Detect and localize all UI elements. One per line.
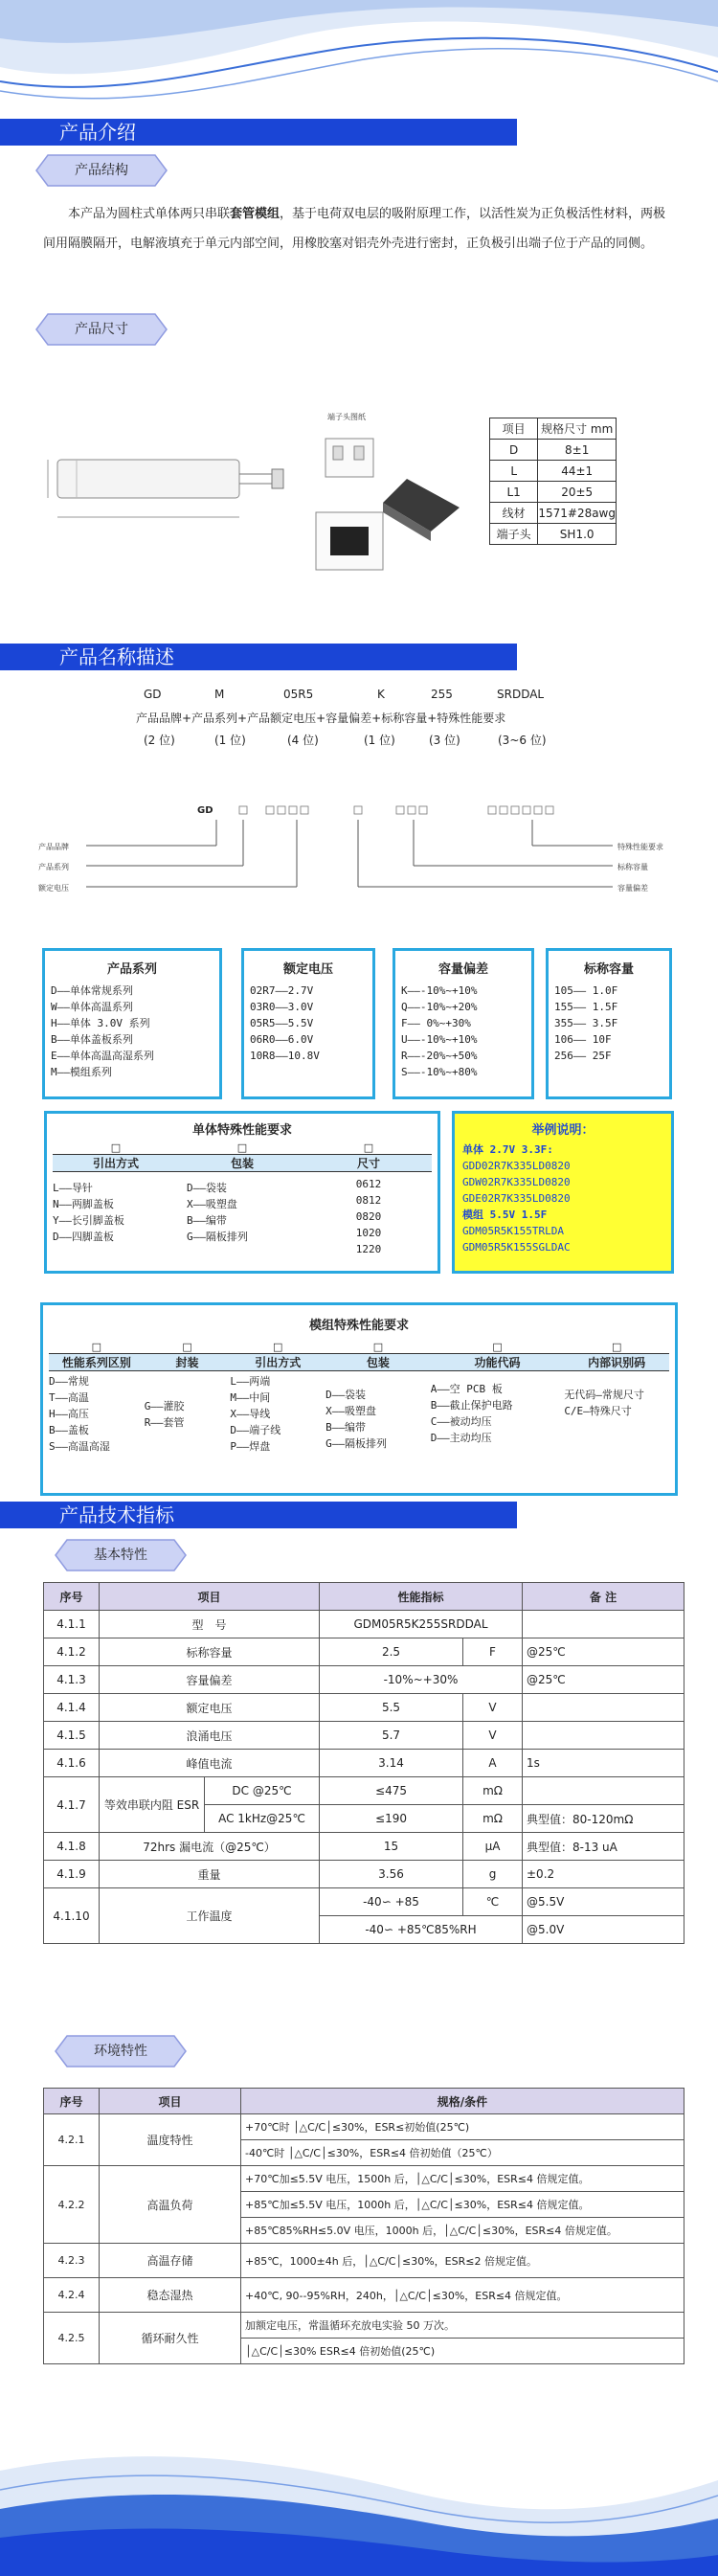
example-line: GDW02R7K335LD0820 xyxy=(462,1176,571,1188)
module-marks-row xyxy=(49,1341,669,1354)
spec-table xyxy=(489,418,617,545)
module-col-package xyxy=(145,1373,231,1455)
module-mark: □ xyxy=(273,1341,283,1353)
table-row xyxy=(44,1888,684,1916)
table-row xyxy=(44,2114,684,2140)
module-mark: □ xyxy=(372,1341,384,1353)
tech-cell-item: 重量 xyxy=(100,1861,320,1888)
box-example xyxy=(452,1111,674,1274)
box-series-line: M——模组系列 xyxy=(51,1066,112,1078)
module-body xyxy=(49,1371,669,1455)
module-mark: □ xyxy=(611,1341,622,1353)
tech-cell-note: @25℃ xyxy=(523,1666,684,1694)
module-col-line: D——袋装 xyxy=(325,1389,366,1401)
module-header: 功能代码 xyxy=(474,1356,521,1369)
module-col-line: S——高温高湿 xyxy=(49,1440,110,1453)
env-cell-condition: +85℃，1000±4h 后，│△C/C│≤30%，ESR≤2 倍规定值。 xyxy=(241,2244,684,2278)
module-col-line: D——主动均压 xyxy=(430,1432,492,1444)
tech-cell-item: 浪涌电压 xyxy=(100,1722,320,1750)
module-headers xyxy=(49,1354,669,1371)
single-header: 尺寸 xyxy=(356,1157,380,1170)
pill-env xyxy=(54,2034,188,2068)
example-line: 单体 2.7V 3.3F: xyxy=(462,1143,553,1156)
tech-cell-unit: A xyxy=(463,1750,523,1777)
code-capacity: 255 xyxy=(431,688,453,701)
box-tolerance xyxy=(393,948,534,1099)
tech-cell-note: 1s xyxy=(523,1750,684,1777)
box-voltage-line: 10R8——10.8V xyxy=(250,1050,320,1062)
intro-text-1: 本产品为圆柱式单体两只串联 xyxy=(68,207,231,221)
tech-header: 项目 xyxy=(100,1583,320,1611)
digits-special: (3~6 位) xyxy=(498,734,547,747)
diagram-gd: GD xyxy=(197,805,213,816)
tech-cell-value: 3.56 xyxy=(320,1861,463,1888)
single-col-line: 1220 xyxy=(355,1243,382,1255)
table-row xyxy=(490,440,617,461)
code-special: SRDDAL xyxy=(497,688,545,701)
single-col-line: D——四脚盖板 xyxy=(53,1231,114,1243)
pill-basic xyxy=(54,1538,188,1572)
single-col-package xyxy=(179,1176,305,1257)
env-cell-condition: -40℃时 │△C/C│≤30%，ESR≤4 倍初始值（25℃） xyxy=(241,2140,684,2166)
box-tolerance-title: 容量偏差 xyxy=(438,962,488,977)
section-title-intro: 产品介绍 xyxy=(0,119,517,146)
table-row xyxy=(44,1777,684,1805)
env-cell-condition: │△C/C│≤30% ESR≤4 倍初始值(25℃) xyxy=(241,2339,684,2364)
spec-header-size: 规格尺寸 mm xyxy=(538,418,617,440)
env-cell-condition: +40℃, 90--95%RH，240h，│△C/C│≤30%，ESR≤4 倍规定值。 xyxy=(241,2278,684,2313)
example-line: GDE02R7K335LD0820 xyxy=(462,1192,571,1205)
tech-cell-note: 典型值：80-120mΩ xyxy=(523,1805,684,1833)
tech-cell-value: -40∽ +85 xyxy=(320,1888,463,1916)
section-title-naming: 产品名称描述 xyxy=(0,644,517,670)
box-voltage-line: 06R0——6.0V xyxy=(250,1033,314,1046)
module-header: 引出方式 xyxy=(255,1356,302,1369)
box-capacity-line: 355—— 3.5F xyxy=(554,1017,618,1029)
tech-cell-condition: DC @25℃ xyxy=(205,1777,320,1805)
tech-cell-item: 型 号 xyxy=(100,1611,320,1638)
code-tolerance: K xyxy=(377,688,385,701)
intro-paragraph xyxy=(43,199,675,259)
module-col-line: R——套管 xyxy=(144,1416,185,1429)
box-voltage-title: 额定电压 xyxy=(282,962,333,977)
box-capacity-line: 155—— 1.5F xyxy=(554,1001,618,1013)
box-capacity-line: 256—— 25F xyxy=(554,1050,612,1062)
box-single-special xyxy=(44,1111,440,1274)
env-cell-item: 高温负荷 xyxy=(100,2166,241,2244)
box-tolerance-line: R——-20%~+50% xyxy=(401,1050,478,1062)
diagram-label-special: 特殊性能要求 xyxy=(617,843,663,851)
digits-voltage: (4 位) xyxy=(287,734,319,747)
tech-cell-item: 额定电压 xyxy=(100,1694,320,1722)
tech-cell-value: 2.5 xyxy=(320,1638,463,1666)
env-cell-item: 温度特性 xyxy=(100,2114,241,2166)
tech-cell-no: 4.1.6 xyxy=(44,1750,100,1777)
tech-cell-value: -10%~+30% xyxy=(320,1666,523,1694)
table-row xyxy=(44,2278,684,2313)
table-row xyxy=(44,1833,684,1861)
tech-cell-no: 4.1.8 xyxy=(44,1833,100,1861)
single-header: 包装 xyxy=(230,1157,254,1170)
tech-cell-no: 4.1.10 xyxy=(44,1888,100,1944)
single-header: 引出方式 xyxy=(92,1157,139,1170)
tech-cell-note: @5.0V xyxy=(523,1916,684,1944)
table-row xyxy=(44,2244,684,2278)
table-row xyxy=(490,503,617,524)
tech-cell-no: 4.1.2 xyxy=(44,1638,100,1666)
tech-cell-item: 标称容量 xyxy=(100,1638,320,1666)
env-table xyxy=(43,2088,684,2364)
naming-formula: 产品品牌+产品系列+产品额定电压+容量偏差+标称容量+特殊性能要求 xyxy=(136,712,506,725)
table-row xyxy=(490,524,617,545)
box-tolerance-line: K——-10%~+10% xyxy=(401,984,478,997)
pill-label: 基本特性 xyxy=(94,1548,147,1563)
tech-cell-condition: AC 1kHz@25℃ xyxy=(205,1805,320,1833)
digits-capacity: (3 位) xyxy=(429,734,460,747)
single-col-lead xyxy=(53,1176,179,1257)
tech-cell-unit: V xyxy=(463,1722,523,1750)
tech-cell-unit: mΩ xyxy=(463,1805,523,1833)
tech-cell-note: @25℃ xyxy=(523,1638,684,1666)
pill-label: 产品尺寸 xyxy=(75,322,128,337)
module-header: 内部识别码 xyxy=(588,1356,646,1369)
env-table-header xyxy=(44,2089,684,2114)
tech-cell-item: 工作温度 xyxy=(100,1888,320,1944)
spec-cell: L1 xyxy=(490,482,538,503)
tech-cell-no: 4.1.3 xyxy=(44,1666,100,1694)
diagram-label-series: 产品系列 xyxy=(38,863,69,871)
env-cell-condition: +85℃加≤5.5V 电压，1000h 后，│△C/C│≤30%，ESR≤4 倍规定值。 xyxy=(241,2192,684,2218)
module-col-line: B——截止保护电路 xyxy=(430,1399,513,1412)
spec-cell: 8±1 xyxy=(538,440,617,461)
tech-header: 性能指标 xyxy=(320,1583,523,1611)
example-line: GDD02R7K335LD0820 xyxy=(462,1160,571,1172)
module-col-line: D——常规 xyxy=(49,1375,89,1388)
box-voltage-line: 05R5——5.5V xyxy=(250,1017,314,1029)
section-title-tech: 产品技术指标 xyxy=(0,1502,517,1528)
box-capacity-line: 106—— 10F xyxy=(554,1033,612,1046)
env-cell-condition: +70℃时 │△C/C│≤30%，ESR≤初始值(25℃) xyxy=(241,2114,684,2140)
intro-text-2: ，基于电荷双电层的吸附原理工作，以活性炭为正负极活性材料，两极间用隔膜隔开，电解液填充于单元内部空间，用橡胶塞对铝壳外壳进行密封，正负极引出端子位于产品的同侧。 xyxy=(43,207,666,251)
tech-cell-no: 4.1.1 xyxy=(44,1611,100,1638)
box-capacity xyxy=(546,948,672,1099)
connector-drawing-label: 端子头图纸 xyxy=(327,413,366,421)
module-col-series xyxy=(49,1373,145,1455)
diagram-label-voltage: 额定电压 xyxy=(38,884,69,893)
spec-cell: D xyxy=(490,440,538,461)
connector-drawing xyxy=(306,421,469,584)
env-cell-condition: +70℃加≤5.5V 电压，1500h 后，│△C/C│≤30%，ESR≤4 倍规定值。 xyxy=(241,2166,684,2192)
tech-cell-value: 5.7 xyxy=(320,1722,463,1750)
tech-cell-value: GDM05R5K255SRDDAL xyxy=(320,1611,523,1638)
spec-cell: 线材 xyxy=(490,503,538,524)
single-mark: □ xyxy=(236,1141,248,1154)
digits-series: (1 位) xyxy=(214,734,246,747)
table-row xyxy=(490,461,617,482)
spec-cell: 1571#28awg xyxy=(538,503,617,524)
pill-structure xyxy=(34,153,168,188)
tech-cell-value: 5.5 xyxy=(320,1694,463,1722)
env-cell-condition: 加额定电压，常温循环充放电实验 50 万次。 xyxy=(241,2313,684,2339)
tech-table xyxy=(43,1582,684,1944)
box-series-line: W——单体高温系列 xyxy=(51,1001,133,1013)
table-row xyxy=(490,482,617,503)
box-series xyxy=(42,948,222,1099)
module-col-function xyxy=(431,1373,565,1455)
example-line: GDM05R5K155SGLDAC xyxy=(462,1241,571,1254)
env-cell-no: 4.2.3 xyxy=(44,2244,100,2278)
tech-cell-note xyxy=(523,1611,684,1638)
table-row xyxy=(44,1722,684,1750)
tech-cell-item: 容量偏差 xyxy=(100,1666,320,1694)
table-row xyxy=(44,1666,684,1694)
tech-cell-note xyxy=(523,1777,684,1805)
module-col-line: C/E—特殊尺寸 xyxy=(564,1405,632,1417)
module-col-line: C——被动均压 xyxy=(430,1415,492,1428)
table-row xyxy=(44,1861,684,1888)
spec-cell: SH1.0 xyxy=(538,524,617,545)
diagram-label-capacity: 标称容量 xyxy=(617,863,648,871)
box-tolerance-line: Q——-10%~+20% xyxy=(401,1001,478,1013)
box-module-title: 模组特殊性能要求 xyxy=(308,1319,409,1333)
box-capacity-line: 105—— 1.0F xyxy=(554,984,618,997)
env-header: 序号 xyxy=(44,2089,100,2114)
box-capacity-title: 标称容量 xyxy=(583,962,634,977)
tech-cell-no: 4.1.5 xyxy=(44,1722,100,1750)
table-row xyxy=(44,1638,684,1666)
pill-label: 环境特性 xyxy=(94,2044,147,2059)
module-col-line: L——两端 xyxy=(230,1375,271,1388)
spec-table-header xyxy=(490,418,617,440)
tech-cell-item: 72hrs 漏电流（@25℃） xyxy=(100,1833,320,1861)
box-series-line: D——单体常规系列 xyxy=(51,984,133,997)
example-line: 模组 5.5V 1.5F xyxy=(462,1209,548,1221)
product-drawing xyxy=(38,421,287,555)
env-header: 规格/条件 xyxy=(241,2089,684,2114)
env-cell-condition: +85℃85%RH≤5.0V 电压，1000h 后，│△C/C│≤30%，ESR≤4 倍规定值。 xyxy=(241,2218,684,2244)
module-col-internal xyxy=(564,1373,669,1455)
spec-header-item: 项目 xyxy=(490,418,538,440)
code-voltage: 05R5 xyxy=(283,688,314,701)
module-col-line: D——端子线 xyxy=(230,1424,281,1436)
digits-brand: (2 位) xyxy=(144,734,175,747)
tech-cell-note xyxy=(523,1694,684,1722)
box-tolerance-line: U——-10%~+10% xyxy=(401,1033,478,1046)
spec-cell: 端子头 xyxy=(490,524,538,545)
tech-cell-no: 4.1.4 xyxy=(44,1694,100,1722)
single-headers xyxy=(53,1155,432,1172)
module-header: 包装 xyxy=(366,1356,390,1369)
tech-cell-value: 15 xyxy=(320,1833,463,1861)
tech-cell-note xyxy=(523,1722,684,1750)
top-wave-decoration xyxy=(0,0,718,134)
env-cell-no: 4.2.2 xyxy=(44,2166,100,2244)
module-col-line: M——中间 xyxy=(230,1391,271,1404)
tech-cell-unit: mΩ xyxy=(463,1777,523,1805)
spec-cell: L xyxy=(490,461,538,482)
single-col-line: D——袋装 xyxy=(186,1182,227,1194)
box-voltage-line: 03R0——3.0V xyxy=(250,1001,314,1013)
spec-cell: 20±5 xyxy=(538,482,617,503)
env-cell-item: 高温存储 xyxy=(100,2244,241,2278)
diagram-label-brand: 产品品牌 xyxy=(38,843,69,851)
single-col-line: B——编带 xyxy=(186,1214,227,1227)
table-row xyxy=(44,1611,684,1638)
tech-cell-unit: ℃ xyxy=(463,1888,523,1916)
single-mark: □ xyxy=(110,1141,122,1154)
box-voltage-line: 02R7——2.7V xyxy=(250,984,314,997)
module-mark: □ xyxy=(492,1341,503,1353)
box-tolerance-line: S——-10%~+80% xyxy=(401,1066,478,1078)
naming-diagram xyxy=(38,802,651,908)
env-cell-item: 循环耐久性 xyxy=(100,2313,241,2364)
single-col-line: 0812 xyxy=(355,1194,382,1207)
table-row xyxy=(44,2166,684,2192)
module-col-line: T——高温 xyxy=(49,1391,89,1404)
module-col-line: G——隔板排列 xyxy=(325,1437,387,1450)
box-series-line: E——单体高温高湿系列 xyxy=(51,1050,154,1062)
box-tolerance-line: F—— 0%~+30% xyxy=(401,1017,471,1029)
single-body xyxy=(53,1172,432,1257)
tech-cell-note: 典型值：8-13 uA xyxy=(523,1833,684,1861)
env-cell-no: 4.2.1 xyxy=(44,2114,100,2166)
single-col-line: 0820 xyxy=(355,1210,382,1223)
tech-cell-item: 峰值电流 xyxy=(100,1750,320,1777)
table-row xyxy=(44,1750,684,1777)
single-col-line: G——隔板排列 xyxy=(186,1231,248,1243)
tech-cell-note: ±0.2 xyxy=(523,1861,684,1888)
single-col-line: X——吸塑盘 xyxy=(186,1198,237,1210)
module-col-line: 无代码—常规尺寸 xyxy=(564,1389,644,1401)
module-col-line: B——编带 xyxy=(325,1421,366,1434)
module-col-packing xyxy=(325,1373,431,1455)
tech-cell-unit: g xyxy=(463,1861,523,1888)
module-col-line: B——盖板 xyxy=(49,1424,89,1436)
module-col-line: P——焊盘 xyxy=(230,1440,271,1453)
module-header: 性能系列区别 xyxy=(61,1356,131,1369)
box-module-special xyxy=(40,1302,678,1496)
table-row xyxy=(44,2313,684,2339)
tech-cell-unit: F xyxy=(463,1638,523,1666)
tech-header: 序号 xyxy=(44,1583,100,1611)
env-cell-item: 稳态湿热 xyxy=(100,2278,241,2313)
module-header: 封装 xyxy=(175,1356,199,1369)
env-header: 项目 xyxy=(100,2089,241,2114)
tech-table-header xyxy=(44,1583,684,1611)
tech-cell-value: ≤190 xyxy=(320,1805,463,1833)
single-col-line: Y——长引脚盖板 xyxy=(53,1214,124,1227)
single-col-line: N——两脚盖板 xyxy=(53,1198,114,1210)
diagram-label-tolerance: 容量偏差 xyxy=(617,884,648,893)
single-mark: □ xyxy=(363,1141,374,1154)
module-col-line: A——空 PCB 板 xyxy=(430,1383,503,1395)
example-title: 举例说明： xyxy=(531,1123,595,1138)
env-cell-no: 4.2.4 xyxy=(44,2278,100,2313)
module-mark: □ xyxy=(91,1341,102,1353)
pill-label: 产品结构 xyxy=(75,163,128,178)
code-series: M xyxy=(214,688,225,701)
tech-cell-unit: V xyxy=(463,1694,523,1722)
box-voltage xyxy=(241,948,375,1099)
module-col-lead xyxy=(230,1373,325,1455)
module-col-line: H——高压 xyxy=(49,1408,89,1420)
single-marks-row xyxy=(53,1141,432,1155)
tech-cell-value: 3.14 xyxy=(320,1750,463,1777)
tech-cell-value: -40∽ +85℃85%RH xyxy=(320,1916,523,1944)
env-cell-no: 4.2.5 xyxy=(44,2313,100,2364)
pill-size xyxy=(34,312,168,347)
code-brand: GD xyxy=(144,688,162,701)
tech-cell-no: 4.1.9 xyxy=(44,1861,100,1888)
module-col-line: X——导线 xyxy=(230,1408,271,1420)
bottom-wave-decoration xyxy=(0,2432,718,2576)
digits-tolerance: (1 位) xyxy=(364,734,395,747)
box-series-title: 产品系列 xyxy=(106,962,157,977)
intro-text-bold: 套管模组 xyxy=(230,207,280,221)
single-col-size xyxy=(305,1176,432,1257)
module-mark: □ xyxy=(182,1341,192,1353)
single-col-line: 1020 xyxy=(355,1227,382,1239)
box-series-line: H——单体 3.0V 系列 xyxy=(51,1017,150,1029)
tech-header: 备 注 xyxy=(523,1583,684,1611)
box-series-line: B——单体盖板系列 xyxy=(51,1033,133,1046)
module-col-line: X——吸塑盘 xyxy=(325,1405,376,1417)
table-row xyxy=(44,1694,684,1722)
spec-cell: 44±1 xyxy=(538,461,617,482)
tech-cell-item: 等效串联内阻 ESR xyxy=(100,1777,205,1833)
example-line: GDM05R5K155TRLDA xyxy=(462,1225,564,1237)
single-col-line: 0612 xyxy=(355,1178,382,1190)
box-single-title: 单体特殊性能要求 xyxy=(191,1123,292,1138)
tech-cell-unit: μA xyxy=(463,1833,523,1861)
single-col-line: L——导针 xyxy=(53,1182,93,1194)
tech-cell-note: @5.5V xyxy=(523,1888,684,1916)
module-col-line: G——灌胶 xyxy=(144,1400,185,1412)
tech-cell-value: ≤475 xyxy=(320,1777,463,1805)
tech-cell-no: 4.1.7 xyxy=(44,1777,100,1833)
